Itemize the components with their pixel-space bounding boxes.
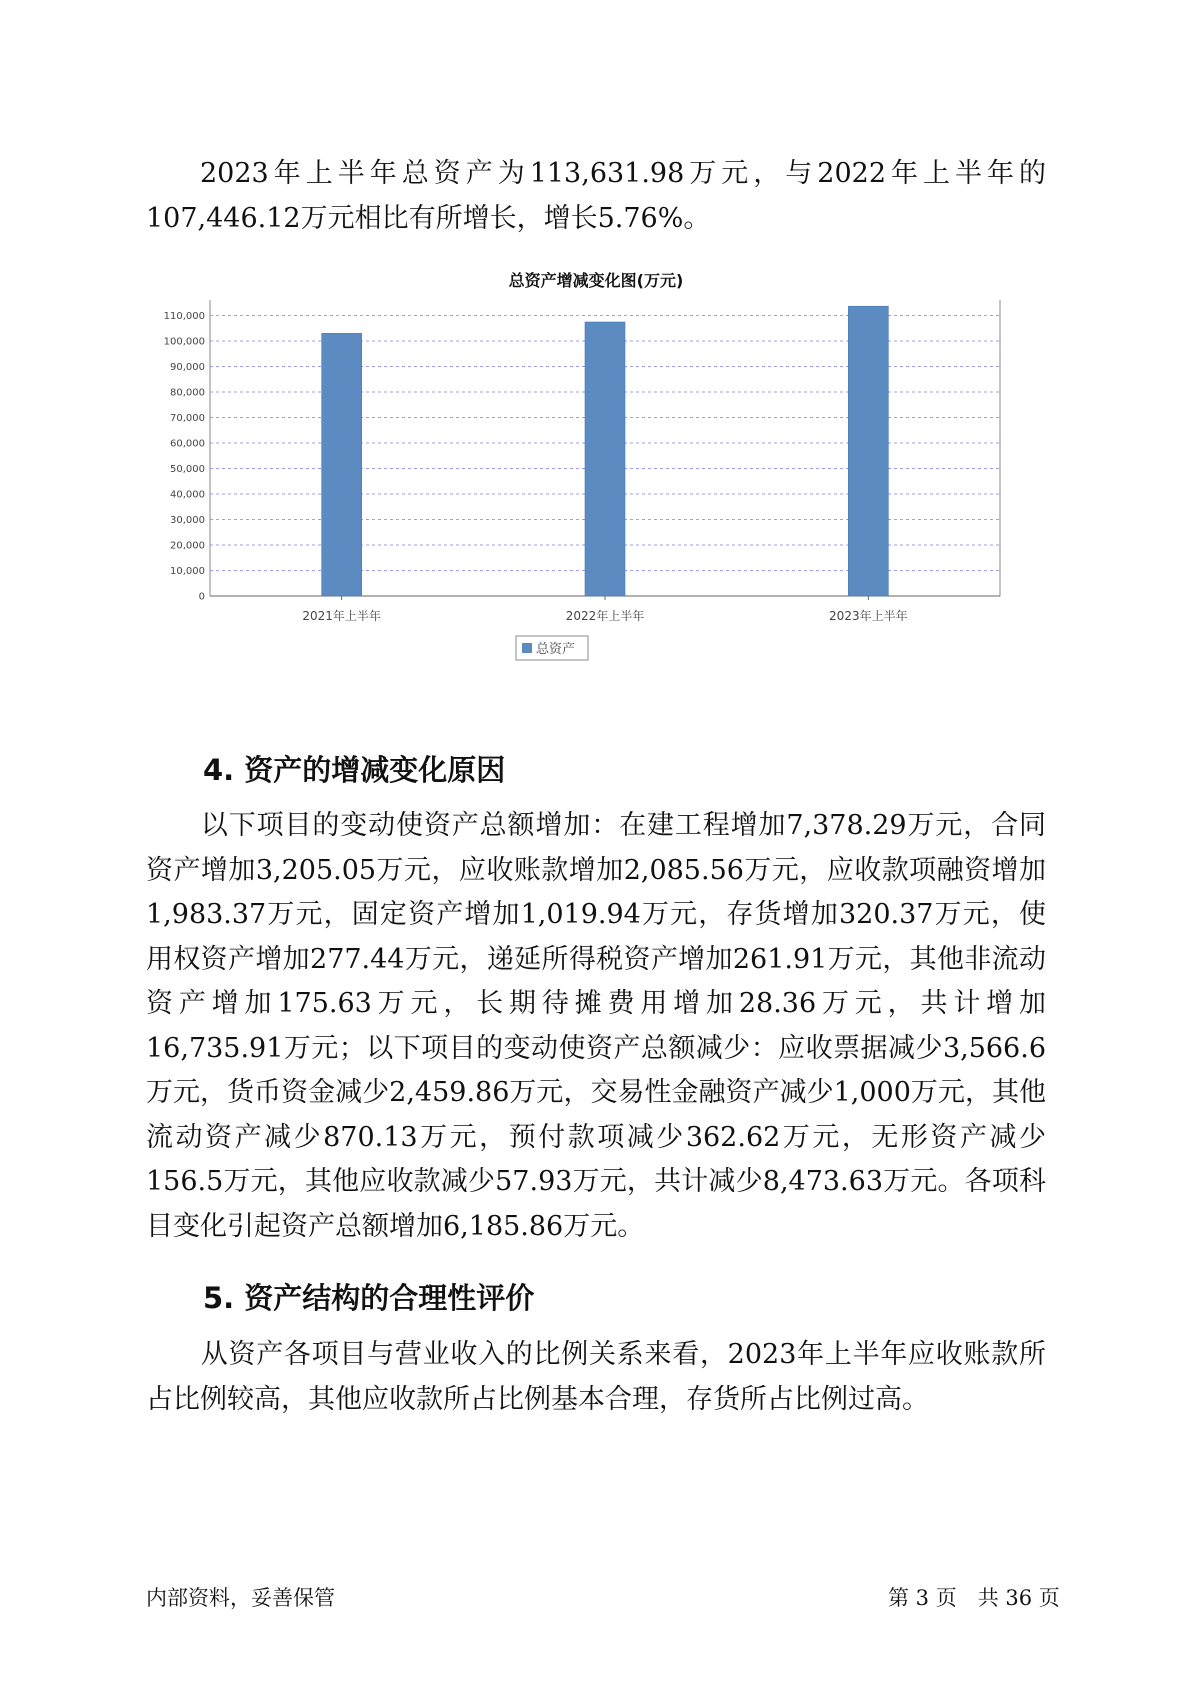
section-4-body: 以下项目的变动使资产总额增加：在建工程增加7,378.29万元，合同资产增加3,205.05万元，应收账款增加2,085.56万元，应收款项融资增加1,983.37万元，固定资产增加1,019.94万元，存货增加320.37万元，使用权资产增加277.44万元，递延所得税资产增加261.91万元，其他非流动资产增加175.63万元，长期待摊费用增加28.36万元，共计增加16,735.91万元；以下项目的变动使资产总额减少：应收票据减少3,566.6万元，货币资金减少2,459.86万元，交易性金融资产减少1,000万元，其他流动资产减少870.13万元，预付款项减少362.62万元，无形资产减少156.5万元，其他应收款减少57.93万元，共计减少8,473.63万元。各项科目变化引起资产总额增加6,185.86万元。 bbox=[146, 810, 1046, 1242]
y-tick-label: 20,000 bbox=[170, 540, 205, 552]
y-tick-label: 30,000 bbox=[170, 515, 205, 526]
bar bbox=[585, 322, 625, 596]
y-tick-label: 50,000 bbox=[170, 464, 205, 475]
y-tick-label: 60,000 bbox=[170, 438, 205, 450]
chart-title: 总资产增减变化图(万元) bbox=[508, 271, 684, 290]
footer-confidential-note: 内部资料，妥善保管 bbox=[146, 1586, 335, 1610]
y-tick-label: 110,000 bbox=[163, 311, 205, 322]
y-tick-label: 0 bbox=[198, 591, 205, 603]
section-4-heading: 4. 资产的增减变化原因 bbox=[203, 753, 506, 787]
x-tick-label: 2023年上半年 bbox=[829, 609, 908, 623]
section-5-heading: 5. 资产结构的合理性评价 bbox=[203, 1281, 535, 1315]
bar bbox=[322, 333, 362, 596]
y-tick-label: 40,000 bbox=[170, 489, 205, 501]
section-5-body: 从资产各项目与营业收入的比例关系来看，2023年上半年应收账款所占比例较高，其他应收款所占比例基本合理，存货所占比例过高。 bbox=[146, 1339, 1046, 1415]
y-tick-label: 90,000 bbox=[170, 362, 205, 373]
x-tick-label: 2021年上半年 bbox=[302, 609, 381, 623]
bar bbox=[848, 306, 888, 596]
intro-paragraph: 2023年上半年总资产为113,631.98万元，与2022年上半年的107,446.12万元相比有所增长，增长5.76%。 bbox=[146, 158, 1046, 234]
y-tick-label: 10,000 bbox=[170, 566, 205, 577]
legend-label: 总资产 bbox=[536, 642, 576, 657]
x-tick-label: 2022年上半年 bbox=[565, 609, 645, 623]
y-tick-label: 70,000 bbox=[170, 413, 205, 424]
legend-swatch bbox=[522, 643, 532, 653]
y-tick-label: 80,000 bbox=[170, 387, 205, 399]
y-tick-label: 100,000 bbox=[163, 336, 205, 348]
footer-page-number: 第 3 页 共 36 页 bbox=[888, 1586, 1060, 1610]
total-assets-bar-chart bbox=[146, 300, 1046, 720]
